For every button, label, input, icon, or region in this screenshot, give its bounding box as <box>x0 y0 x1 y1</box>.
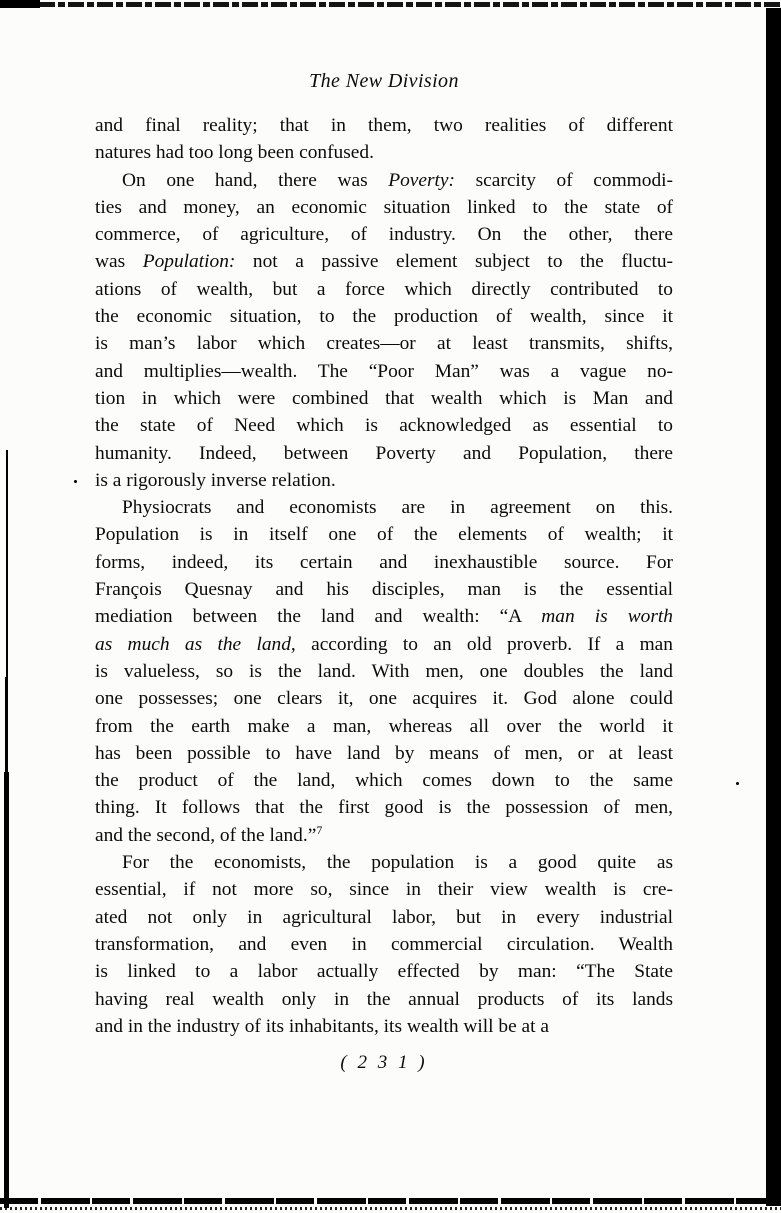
scan-artifact-left-edge <box>5 677 8 772</box>
text-line: On one hand, there was Poverty: scarcity of commodi- <box>122 169 673 191</box>
paragraph <box>95 167 673 495</box>
running-header: The New Division <box>309 70 459 92</box>
scan-artifact-left-edge <box>6 450 8 677</box>
scan-artifact-left-edge <box>4 772 9 1208</box>
scan-artifact-right-edge <box>766 8 781 1206</box>
text-line: Physiocrats and economists are in agreement on this. <box>122 497 673 519</box>
text-line: has been possible to have land by means of men, or at least <box>95 742 673 764</box>
text-line: the economic situation, to the production of wealth, since it <box>95 306 673 328</box>
text-line: is man’s labor which creates—or at least transmits, shifts, <box>95 333 673 355</box>
paragraph <box>95 112 673 167</box>
text-line: ties and money, an economic situation linked to the state of <box>95 196 673 218</box>
text-line: one possesses; one clears it, one acquires it. God alone could <box>95 688 673 710</box>
paragraph <box>95 849 673 1040</box>
text-line: natures had too long been confused. <box>95 142 374 164</box>
text-line: and multiplies—wealth. The “Poor Man” was a vague no- <box>95 360 673 382</box>
scan-artifact-speck <box>74 480 77 483</box>
text-line: as much as the land, according to an old proverb. If a man <box>95 633 673 655</box>
text-line: ations of wealth, but a force which directly contributed to <box>95 278 673 300</box>
text-line: and the second, of the land.”$^7$ <box>95 822 323 846</box>
scan-artifact-bottom-edge <box>0 1198 781 1204</box>
text-line: ated not only in agricultural labor, but in every industrial <box>95 906 673 928</box>
text-line: is linked to a labor actually effected by man: “The State <box>95 961 673 983</box>
scan-artifact-top-left-mark <box>0 0 40 8</box>
text-line: tion in which were combined that wealth which is Man and <box>95 387 673 409</box>
text-line: mediation between the land and wealth: “A man is worth <box>95 606 673 628</box>
text-line: essential, if not more so, since in their view wealth is cre- <box>95 879 673 901</box>
text-line: François Quesnay and his disciples, man is the essential <box>95 579 673 601</box>
text-line: the product of the land, which comes down to the same <box>95 770 673 792</box>
scan-artifact-speck <box>736 782 739 785</box>
text-line: humanity. Indeed, between Poverty and Population, there <box>95 442 673 464</box>
page-number: ( 2 3 1 ) <box>340 1052 428 1073</box>
page-body <box>95 112 673 1040</box>
text-line: and in the industry of its inhabitants, its wealth will be at a <box>95 1015 549 1037</box>
text-line: having real wealth only in the annual products of its lands <box>95 988 673 1010</box>
text-line: and final reality; that in them, two realities of different <box>95 115 673 136</box>
text-line: Population is in itself one of the elements of wealth; it <box>95 524 673 546</box>
scan-artifact-top-edge <box>0 2 781 7</box>
scan-artifact-bottom-edge <box>0 1207 781 1210</box>
text-line: the state of Need which is acknowledged as essential to <box>95 415 673 437</box>
text-line: forms, indeed, its certain and inexhaustible source. For <box>95 551 673 573</box>
text-line: is valueless, so is the land. With men, one doubles the land <box>95 660 673 682</box>
text-line: For the economists, the population is a good quite as <box>122 852 673 874</box>
paragraph <box>95 494 673 849</box>
text-line: is a rigorously inverse relation. <box>95 469 336 491</box>
text-line: thing. It follows that the first good is the possession of men, <box>95 797 673 819</box>
text-line: was Population: not a passive element subject to the fluctu- <box>95 251 673 273</box>
text-line: from the earth make a man, whereas all over the world it <box>95 715 673 737</box>
text-line: commerce, of agriculture, of industry. On the other, there <box>95 224 673 246</box>
text-line: transformation, and even in commercial circulation. Wealth <box>95 933 673 955</box>
